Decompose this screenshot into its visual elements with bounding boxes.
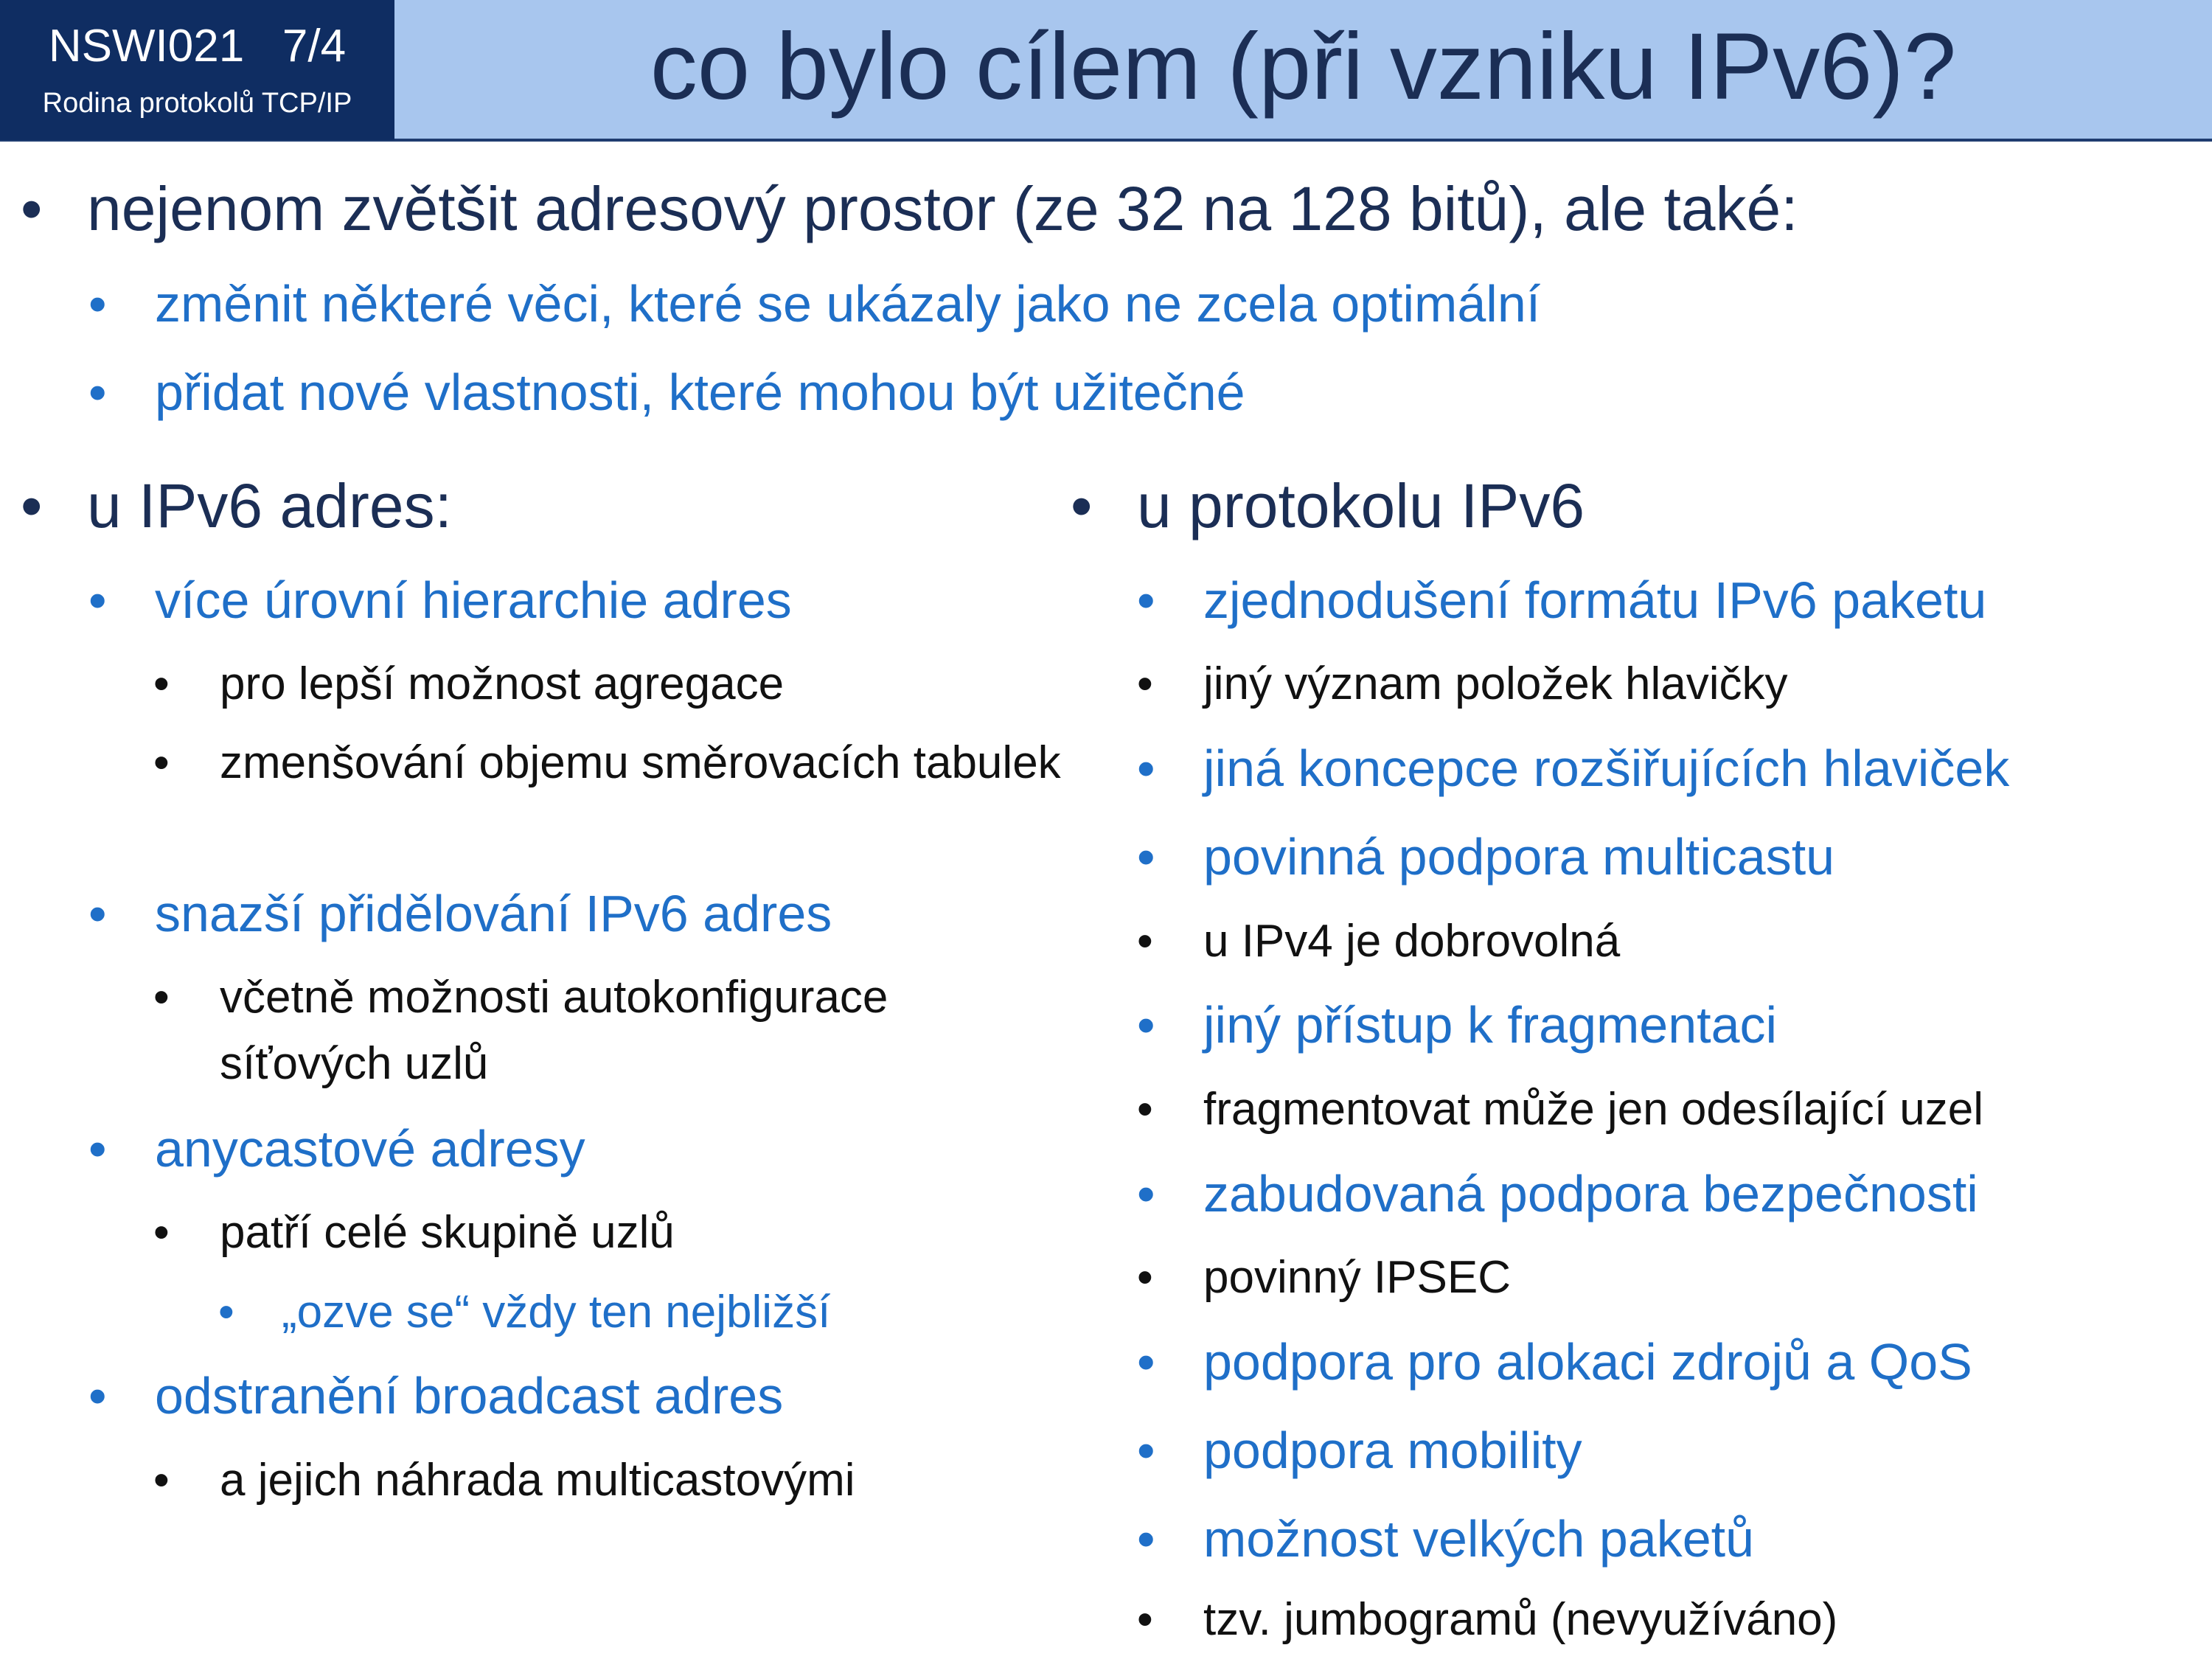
bullet-icon: • bbox=[1137, 1252, 1153, 1303]
bullet-icon: • bbox=[88, 275, 107, 333]
bullet-icon: • bbox=[1137, 740, 1155, 797]
left-sub-item bbox=[153, 1447, 855, 1514]
left-sub-item bbox=[153, 964, 1068, 1097]
bullet-icon: • bbox=[1137, 996, 1155, 1054]
left-sub-text: pro lepší možnost agregace bbox=[220, 658, 785, 709]
right-item-text: podpora mobility bbox=[1203, 1422, 1582, 1479]
intro-sub-text: změnit některé věci, které se ukázaly jako ne zcela optimální bbox=[155, 275, 1541, 333]
bullet-icon: • bbox=[21, 174, 43, 243]
bullet-icon: • bbox=[153, 1455, 170, 1506]
right-item-text: povinná podpora multicastu bbox=[1203, 828, 1835, 886]
right-list-item bbox=[1137, 994, 1777, 1056]
left-sub-item bbox=[153, 730, 1068, 796]
bullet-icon: • bbox=[1137, 658, 1153, 709]
bullet-icon: • bbox=[153, 658, 170, 709]
course-badge bbox=[0, 0, 394, 140]
right-sub-item bbox=[1137, 908, 1620, 975]
right-sub-text: povinný IPSEC bbox=[1203, 1252, 1511, 1303]
left-item-text: odstranění broadcast adres bbox=[155, 1367, 784, 1425]
left-item-text: anycastové adresy bbox=[155, 1120, 585, 1178]
bullet-icon: • bbox=[88, 571, 107, 629]
intro-sub-item bbox=[88, 273, 1540, 335]
left-sub-item bbox=[153, 651, 784, 717]
right-list-item bbox=[1137, 737, 2009, 799]
right-list-item bbox=[1137, 1508, 1754, 1570]
bullet-icon: • bbox=[1137, 1084, 1153, 1135]
bullet-icon: • bbox=[88, 364, 107, 421]
bullet-icon: • bbox=[153, 737, 170, 788]
right-item-text: zjednodušení formátu IPv6 paketu bbox=[1203, 571, 1987, 629]
intro-main-text: nejenom zvětšit adresový prostor (ze 32 na 128 bitů), ale také: bbox=[87, 174, 1798, 243]
bullet-icon: • bbox=[1137, 1510, 1155, 1568]
intro-bullet-item bbox=[21, 172, 1798, 246]
bullet-icon: • bbox=[1137, 1594, 1153, 1645]
left-list-item bbox=[88, 1365, 783, 1427]
left-sub-text: patří celé skupině uzlů bbox=[220, 1207, 675, 1258]
left-sub-text: zmenšování objemu směrovacích tabulek bbox=[220, 737, 1061, 788]
right-sub-item bbox=[1137, 651, 1788, 717]
bullet-icon: • bbox=[218, 1287, 234, 1338]
left-subsub-item bbox=[218, 1284, 830, 1340]
left-heading: u IPv6 adres: bbox=[87, 471, 452, 540]
bullet-icon: • bbox=[1071, 471, 1093, 540]
bullet-icon: • bbox=[1137, 1333, 1155, 1391]
course-code: NSWI021 7/4 bbox=[48, 21, 347, 72]
left-list-item bbox=[88, 569, 792, 631]
bullet-icon: • bbox=[153, 1207, 170, 1258]
left-sub-text: včetně možnosti autokonfigurace síťových uzlů bbox=[220, 972, 888, 1089]
intro-sub-text: přidat nové vlastnosti, které mohou být užitečné bbox=[155, 364, 1245, 421]
right-sub-item bbox=[1137, 1077, 1983, 1143]
bullet-icon: • bbox=[153, 972, 170, 1023]
right-heading-item bbox=[1071, 469, 1585, 543]
left-subsub-text: „ozve se“ vždy ten nejbližší bbox=[282, 1287, 831, 1338]
right-sub-item bbox=[1137, 1587, 1837, 1653]
bullet-icon: • bbox=[1137, 1422, 1155, 1479]
left-heading-item bbox=[21, 469, 452, 543]
left-sub-item bbox=[153, 1200, 675, 1266]
bullet-icon: • bbox=[88, 1120, 107, 1178]
left-list-item bbox=[88, 883, 832, 945]
right-heading: u protokolu IPv6 bbox=[1137, 471, 1585, 540]
right-item-text: zabudovaná podpora bezpečnosti bbox=[1203, 1165, 1978, 1222]
right-list-item bbox=[1137, 1419, 1582, 1481]
bullet-icon: • bbox=[88, 1367, 107, 1425]
right-list-item bbox=[1137, 569, 1986, 631]
right-sub-text: jiný význam položek hlavičky bbox=[1203, 658, 1788, 709]
left-item-text: snazší přidělování IPv6 adres bbox=[155, 885, 832, 942]
right-item-text: jiná koncepce rozšiřujících hlaviček bbox=[1203, 740, 2010, 797]
left-item-text: více úrovní hierarchie adres bbox=[155, 571, 792, 629]
bullet-icon: • bbox=[1137, 828, 1155, 886]
right-sub-text: fragmentovat může jen odesílající uzel bbox=[1203, 1084, 1983, 1135]
slide-title: co bylo cílem (při vzniku IPv6)? bbox=[650, 14, 1957, 119]
bullet-icon: • bbox=[88, 885, 107, 942]
right-sub-text: tzv. jumbogramů (nevyužíváno) bbox=[1203, 1594, 1838, 1645]
right-list-item bbox=[1137, 826, 1834, 888]
bullet-icon: • bbox=[1137, 1165, 1155, 1222]
bullet-icon: • bbox=[1137, 571, 1155, 629]
right-list-item bbox=[1137, 1163, 1978, 1225]
bullet-icon: • bbox=[21, 471, 43, 540]
intro-sub-item bbox=[88, 361, 1245, 423]
left-list-item bbox=[88, 1118, 585, 1180]
right-item-text: podpora pro alokaci zdrojů a QoS bbox=[1203, 1333, 1972, 1391]
right-list-item bbox=[1137, 1331, 1972, 1393]
right-item-text: možnost velkých paketů bbox=[1203, 1510, 1755, 1568]
right-sub-item bbox=[1137, 1245, 1511, 1311]
left-sub-text: a jejich náhrada multicastovými bbox=[220, 1455, 855, 1506]
course-name: Rodina protokolů TCP/IP bbox=[42, 88, 352, 119]
right-sub-text: u IPv4 je dobrovolná bbox=[1203, 916, 1621, 967]
bullet-icon: • bbox=[1137, 916, 1153, 967]
right-item-text: jiný přístup k fragmentaci bbox=[1203, 996, 1778, 1054]
